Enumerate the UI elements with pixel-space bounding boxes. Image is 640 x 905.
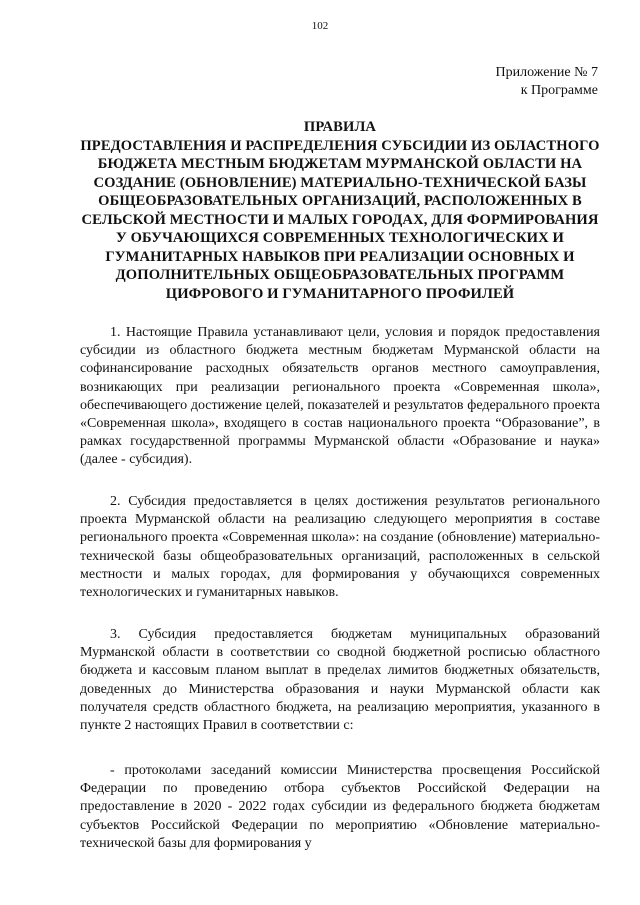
paragraph-3: [80, 626, 600, 735]
paragraph-3-text: 3. Субсидия предоставляется бюджетам муниципальных образований Мурманской области в соответствии со сводной бюджетной росписью областного бюджета и кассовым планом выплат в пределах лимитов бюджетных обязательств, доведенных до Министерства образования и науки Мурманской области как получателя средств областного бюджета, на реализацию мероприятия, указанного в пункте 2 настоящих Правил в соответствии с:: [80, 627, 600, 734]
paragraph-1: [80, 324, 600, 470]
document-title: [80, 118, 600, 303]
paragraph-2-text: 2. Субсидия предоставляется в целях достижения результатов регионального проекта Мурманской области на реализацию следующего мероприятия в составе регионального проекта «Современная школа»: на создание (обновление) материально-технической базы общеобразовательных организаций, расположенных в сельской местности и малых городах, для формирования у обучающихся современных технологических и гуманитарных навыков.: [80, 494, 600, 601]
appendix-line-1: Приложение № 7: [495, 65, 598, 80]
paragraph-2: [80, 493, 600, 602]
title-heading: ПРАВИЛА: [303, 119, 377, 135]
appendix-reference: [496, 64, 599, 100]
page-number: 102: [311, 20, 329, 32]
paragraph-1-text: 1. Настоящие Правила устанавливают цели, условия и порядок предоставления субсидии из областного бюджета местным бюджетам Мурманской области на софинансирование расходных обязательств органов местного самоуправления, возникающих при реализации регионального проекта «Современная школа», обеспечивающего достижение целей, показателей и результатов федерального проекта «Современная школа», входящего в состав национального проекта “Образование”, в рамках государственной программы Мурманской области «Образование и наука» (далее - субсидия).: [80, 325, 600, 468]
title-subtitle: ПРЕДОСТАВЛЕНИЯ И РАСПРЕДЕЛЕНИЯ СУБСИДИИ ИЗ ОБЛАСТНОГО БЮДЖЕТА МЕСТНЫМ БЮДЖЕТАМ МУРМАНСКОЙ ОБЛАСТИ НА СОЗДАНИЕ (ОБНОВЛЕНИЕ) МАТЕРИАЛЬНО-ТЕХНИЧЕСКОЙ БАЗЫ ОБЩЕОБРАЗОВАТЕЛЬНЫХ ОРГАНИЗАЦИЙ, РАСПОЛОЖЕННЫХ В СЕЛЬСКОЙ МЕСТНОСТИ И МАЛЫХ ГОРОДАХ, ДЛЯ ФОРМИРОВАНИЯ У ОБУЧАЮЩИХСЯ СОВРЕМЕННЫХ ТЕХНОЛОГИЧЕСКИХ И ГУМАНИТАРНЫХ НАВЫКОВ ПРИ РЕАЛИЗАЦИИ ОСНОВНЫХ И ДОПОЛНИТЕЛЬНЫХ ОБЩЕОБРАЗОВАТЕЛЬНЫХ ПРОГРАММ ЦИФРОВОГО И ГУМАНИТАРНОГО ПРОФИЛЕЙ: [80, 137, 600, 302]
list-item-protocols: [80, 762, 600, 853]
appendix-line-2: к Программе: [520, 83, 598, 98]
list-item-protocols-text: - протоколами заседаний комиссии Министерства просвещения Российской Федерации по проведению отбора субъектов Российской Федерации на предоставление в 2020 - 2022 годах субсидии из федерального бюджета бюджетам субъектов Российской Федерации по мероприятию «Обновление материально-технической базы для формирования у: [80, 763, 600, 851]
